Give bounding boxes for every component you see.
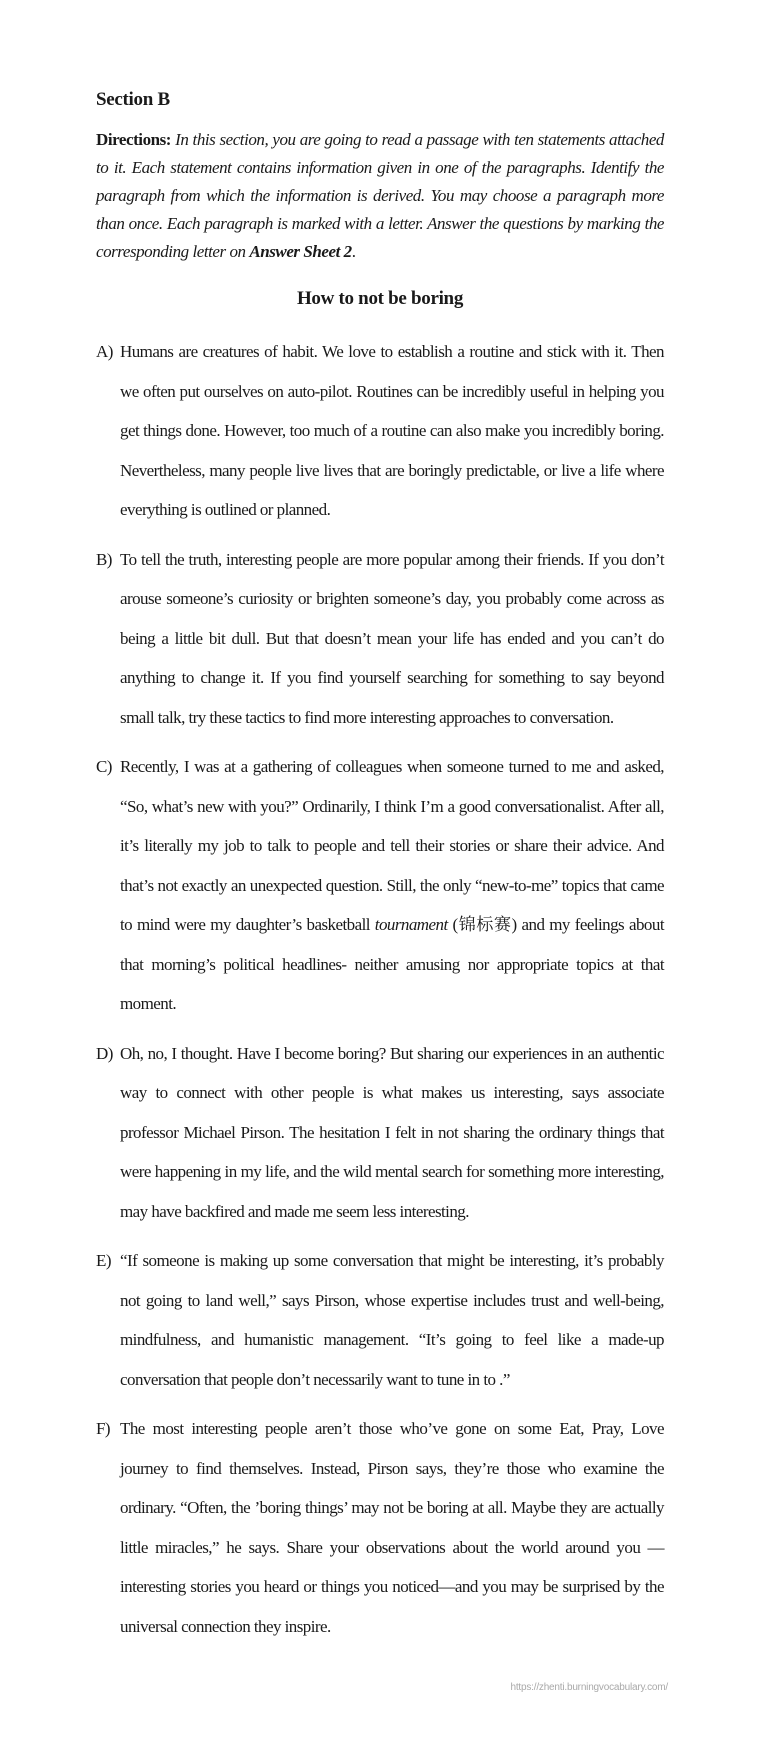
paragraph-letter: B) [96, 549, 112, 569]
paragraph-c [96, 747, 664, 1024]
paragraph-text: To tell the truth, interesting people are more popular among their friends. If you don’t arouse someone’s curiosity or brighten someone’s day, you probably come across as being a little bit dull. But that doesn’t mean your life has ended and you can’t do anything to change it. If you find yourself searching for something to say beyond small talk, try these tactics to find more interesting approaches to conversation. [120, 549, 664, 727]
directions-end: . [351, 242, 356, 261]
paragraph-text: Oh, no, I thought. Have I become boring? But sharing our experiences in an authentic way to connect with other people is what makes us interesting, says associate professor Michael Pirson. The hesitation I felt in not sharing the ordinary things that were happening in my life, and the wild mental search for something more interesting, may have backfired and made me seem less interesting. [120, 1043, 664, 1221]
answer-sheet-label: Answer Sheet 2 [249, 242, 352, 261]
passage-title: How to not be boring [296, 288, 464, 309]
directions-text: In this section, you are going to read a passage with ten statements attached to it. Each statement contains information given in one of the paragraphs. Identify the paragraph from which the information is derived. You may choose a paragraph more than once. Each paragraph is marked with a letter. Answer the questions by marking the corresponding letter on [96, 130, 664, 261]
paragraph-a [96, 332, 664, 530]
paragraph-letter: F) [96, 1419, 111, 1438]
paragraph-text: Humans are creatures of habit. We love to establish a routine and stick with it. Then we often put ourselves on auto-pilot. Routines can be incredibly useful in helping you get things done. However, too much of a routine can also make you incredibly boring. Nevertheless, many people live lives that are boringly predictable, or live a life where everything is outlined or planned. [120, 342, 664, 519]
directions [96, 126, 664, 266]
paragraph-text [120, 757, 664, 1013]
footer-url: https://zhenti.burningvocabulary.com/ [510, 1682, 668, 1693]
paragraph-letter: C) [96, 757, 112, 776]
paragraph-e [96, 1241, 664, 1399]
paragraph-f [96, 1409, 664, 1646]
paragraph-letter: E) [96, 1251, 111, 1270]
paragraph-letter: D) [96, 1043, 113, 1063]
paragraph-text: The most interesting people aren’t those who’ve gone on some Eat, Pray, Love journey to find themselves. Instead, Pirson says, they’re those who examine the ordinary. “Often, the ’boring things’ may not be boring at all. Maybe they are actually little miracles,” he says. Share your observations about the world around you —interesting stories you heard or things you noticed—and you may be surprised by the universal connection they inspire. [120, 1419, 664, 1636]
paragraph-text-end: (锦标赛) and my feelings about that morning’s political headlines- neither amusing nor appropriate topics at that moment. [120, 915, 664, 1013]
paragraph-text-start: Recently, I was at a gathering of colleagues when someone turned to me and asked, “So, what’s new with you?” Ordinarily, I think I’m a good conversationalist. After all, it’s literally my job to talk to people and tell their stories or share their advice. And that’s not exactly an unexpected question. Still, the only “new-to-me” topics that came to mind were my daughter’s basketball [120, 757, 664, 934]
paragraph-letter: A) [96, 342, 113, 361]
directions-label: Directions: [96, 130, 171, 149]
paragraph-b [96, 540, 664, 738]
section-title: Section B [96, 89, 170, 110]
paragraph-d [96, 1034, 664, 1232]
italic-term: tournament [374, 915, 448, 934]
paragraph-text: “If someone is making up some conversation that might be interesting, it’s probably not going to land well,” says Pirson, whose expertise includes trust and well-being, mindfulness, and humanistic management. “It’s going to feel like a made-up conversation that people don’t necessarily want to tune in to .” [120, 1251, 664, 1389]
document-page [96, 88, 664, 1656]
